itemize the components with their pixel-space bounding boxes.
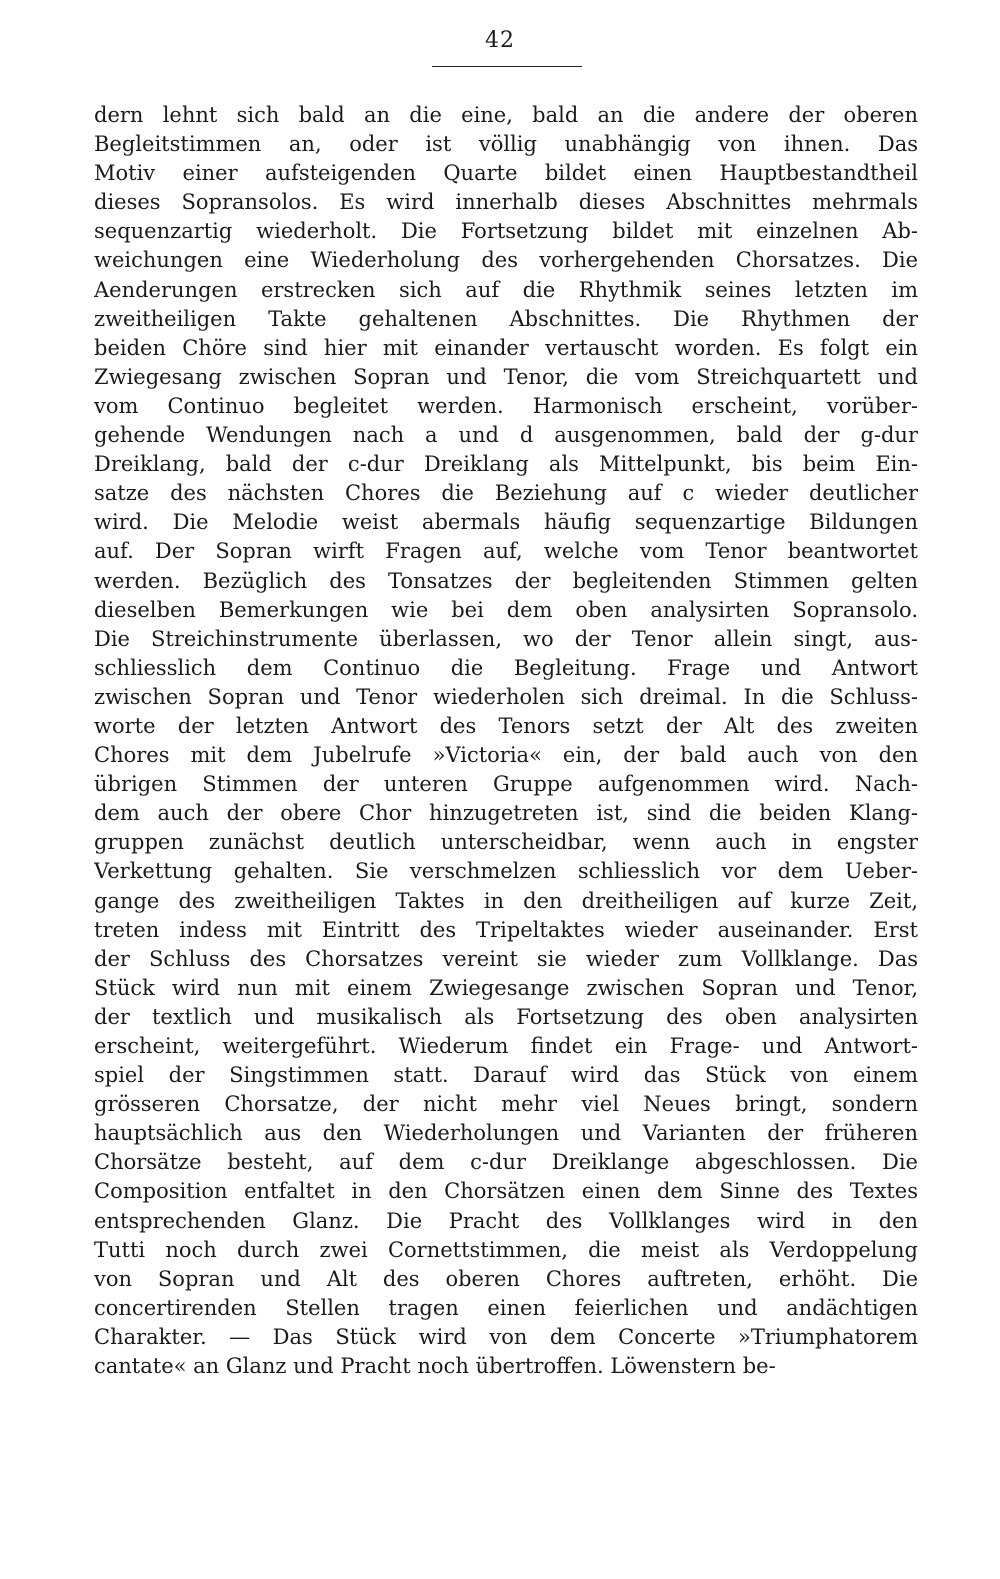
text-line: worte der letzten Antwort des Tenors setzt der Alt des zweiten [94,713,918,738]
text-line: dieses Sopransolos. Es wird innerhalb dieses Abschnittes mehrmals [94,190,918,215]
text-line: Chores mit dem Jubelrufe »Victoria« ein, der bald auch von den [94,743,918,768]
page-number: 42 [485,28,515,53]
header-rule [432,66,582,67]
text-line: wird. Die Melodie weist abermals häufig sequenzartige Bildungen [94,510,918,535]
text-line: weichungen eine Wiederholung des vorhergehenden Chorsatzes. Die [94,248,918,273]
text-line: schliesslich dem Continuo die Begleitung. Frage und Antwort [94,655,918,680]
text-line: Composition entfaltet in den Chorsätzen einen dem Sinne des Textes [94,1179,918,1204]
text-line: vom Continuo begleitet werden. Harmonisch erscheint, vorüber- [94,393,918,418]
text-line: Verkettung gehalten. Sie verschmelzen schliesslich vor dem Ueber- [94,859,918,884]
text-line: zweitheiligen Takte gehaltenen Abschnittes. Die Rhythmen der [94,306,918,331]
text-line: hauptsächlich aus den Wiederholungen und Varianten der früheren [94,1121,918,1146]
text-line: dem auch der obere Chor hinzugetreten ist, sind die beiden Klang- [94,801,918,826]
text-line: zwischen Sopran und Tenor wiederholen sich dreimal. In die Schluss- [94,684,918,709]
text-line: gehende Wendungen nach a und d ausgenommen, bald der g-dur [94,423,918,448]
body-text [94,101,918,1381]
text-line: beiden Chöre sind hier mit einander vertauscht worden. Es folgt ein [94,335,918,360]
text-line: Begleitstimmen an, oder ist völlig unabhängig von ihnen. Das [94,132,918,157]
text-line: der textlich und musikalisch als Fortsetzung des oben analysirten [94,1004,918,1029]
text-line: concertirenden Stellen tragen einen feierlichen und andächtigen [94,1295,918,1320]
text-line: Zwiegesang zwischen Sopran und Tenor, die vom Streichquartett und [94,364,918,389]
text-line: sequenzartig wiederholt. Die Fortsetzung bildet mit einzelnen Ab- [94,219,918,244]
text-line: Motiv einer aufsteigenden Quarte bildet einen Hauptbestandtheil [94,161,918,186]
text-line: grösseren Chorsatze, der nicht mehr viel Neues bringt, sondern [94,1092,918,1117]
text-line: satze des nächsten Chores die Beziehung auf c wieder deutlicher [94,481,918,506]
text-line: cantate« an Glanz und Pracht noch übertroffen. Löwenstern be- [94,1354,776,1379]
text-line: dieselben Bemerkungen wie bei dem oben analysirten Sopransolo. [94,597,918,622]
text-line: erscheint, weitergeführt. Wiederum findet ein Frage- und Antwort- [94,1034,918,1058]
text-line: Die Streichinstrumente überlassen, wo der Tenor allein singt, aus- [94,626,918,651]
text-line: übrigen Stimmen der unteren Gruppe aufgenommen wird. Nach- [94,772,918,797]
text-line: Tutti noch durch zwei Cornettstimmen, die meist als Verdoppelung [94,1237,918,1262]
text-line: werden. Bezüglich des Tonsatzes der begleitenden Stimmen gelten [94,568,918,593]
text-line: von Sopran und Alt des oberen Chores auftreten, erhöht. Die [94,1266,918,1291]
text-line: auf. Der Sopran wirft Fragen auf, welche vom Tenor beantwortet [94,539,918,564]
text-line: gruppen zunächst deutlich unterscheidbar, wenn auch in engster [94,830,918,855]
text-line: Dreiklang, bald der c-dur Dreiklang als Mittelpunkt, bis beim Ein- [94,452,918,477]
text-line: gange des zweitheiligen Taktes in den dreitheiligen auf kurze Zeit, [94,888,918,913]
text-line: Aenderungen erstrecken sich auf die Rhythmik seines letzten im [94,277,918,302]
text-line: Charakter. — Das Stück wird von dem Concerte »Triumphatorem [94,1324,918,1349]
text-line: spiel der Singstimmen statt. Darauf wird das Stück von einem [94,1063,918,1088]
text-line: dern lehnt sich bald an die eine, bald an die andere der oberen [94,103,918,127]
text-line: Chorsätze besteht, auf dem c-dur Dreiklange abgeschlossen. Die [94,1150,918,1175]
text-line: treten indess mit Eintritt des Tripeltaktes wieder auseinander. Erst [94,917,918,942]
text-line: der Schluss des Chorsatzes vereint sie wieder zum Vollklange. Das [94,946,918,971]
text-line: Stück wird nun mit einem Zwiegesange zwischen Sopran und Tenor, [94,975,918,1000]
text-line: entsprechenden Glanz. Die Pracht des Vollklanges wird in den [94,1208,918,1233]
